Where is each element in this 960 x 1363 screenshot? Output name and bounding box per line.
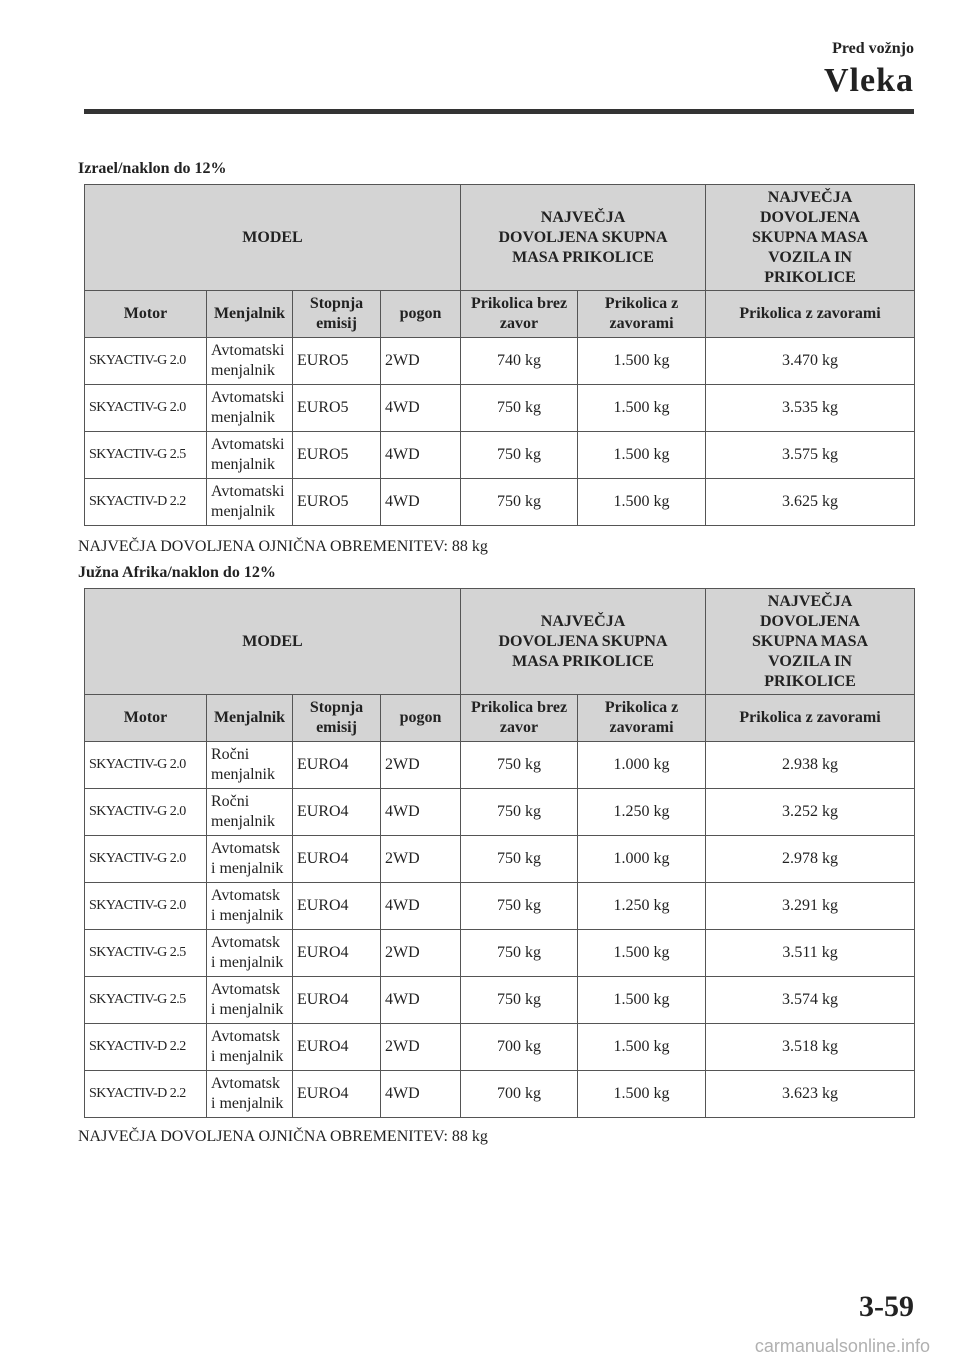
cell-pogon: 2WD [381,338,461,385]
header-rule [84,109,914,114]
cell-emisij: EURO4 [293,977,381,1024]
cell-total-mass: 3.252 kg [706,789,915,836]
header-pogon: pogon [381,291,461,338]
header-menjalnik: Menjalnik [207,291,293,338]
header-pogon: pogon [381,695,461,742]
page-title: Vleka [824,62,914,99]
cell-brez-zavor: 750 kg [461,883,578,930]
cell-brez-zavor: 750 kg [461,789,578,836]
cell-z-zavorami: 1.250 kg [578,789,706,836]
header-z-zavorami: Prikolica z zavorami [578,291,706,338]
cell-emisij: EURO4 [293,836,381,883]
cell-total-mass: 3.535 kg [706,385,915,432]
south-africa-towing-table [84,588,915,1118]
header-z-zavorami-total: Prikolica z zavorami [706,695,915,742]
page-number: 3-59 [859,1290,914,1323]
cell-motor: SKYACTIV-G 2.5 [85,432,207,479]
table-row [85,432,915,479]
table-row [85,789,915,836]
cell-menjalnik: Avtomatsk i menjalnik [207,883,293,930]
cell-motor: SKYACTIV-D 2.2 [85,1071,207,1118]
cell-total-mass: 3.623 kg [706,1071,915,1118]
cell-brez-zavor: 750 kg [461,742,578,789]
table-row [85,1024,915,1071]
table-row [85,338,915,385]
cell-total-mass: 3.291 kg [706,883,915,930]
cell-motor: SKYACTIV-G 2.0 [85,789,207,836]
cell-z-zavorami: 1.500 kg [578,977,706,1024]
cell-motor: SKYACTIV-G 2.0 [85,338,207,385]
watermark: carmanualsonline.info [754,1336,930,1356]
header-trailer-mass: NAJVEČJA DOVOLJENA SKUPNA MASA PRIKOLICE [461,589,706,695]
cell-motor: SKYACTIV-G 2.0 [85,742,207,789]
cell-motor: SKYACTIV-D 2.2 [85,479,207,526]
cell-emisij: EURO5 [293,432,381,479]
header-emisij: Stopnja emisij [293,695,381,742]
table-2-note: NAJVEČJA DOVOLJENA OJNIČNA OBREMENITEV: 88 kg [78,1128,488,1145]
cell-emisij: EURO4 [293,930,381,977]
cell-menjalnik: Avtomatski menjalnik [207,432,293,479]
cell-total-mass: 2.978 kg [706,836,915,883]
header-emisij: Stopnja emisij [293,291,381,338]
cell-brez-zavor: 750 kg [461,930,578,977]
cell-pogon: 2WD [381,1024,461,1071]
cell-motor: SKYACTIV-D 2.2 [85,1024,207,1071]
cell-motor: SKYACTIV-G 2.5 [85,930,207,977]
cell-emisij: EURO4 [293,883,381,930]
cell-motor: SKYACTIV-G 2.0 [85,836,207,883]
table-row [85,385,915,432]
cell-pogon: 4WD [381,385,461,432]
cell-menjalnik: Avtomatsk i menjalnik [207,1071,293,1118]
header-z-zavorami-total: Prikolica z zavorami [706,291,915,338]
cell-z-zavorami: 1.500 kg [578,432,706,479]
cell-brez-zavor: 750 kg [461,836,578,883]
table-row [85,1071,915,1118]
header-trailer-mass: NAJVEČJA DOVOLJENA SKUPNA MASA PRIKOLICE [461,185,706,291]
cell-emisij: EURO4 [293,1071,381,1118]
table-row [85,836,915,883]
cell-brez-zavor: 750 kg [461,977,578,1024]
cell-emisij: EURO4 [293,742,381,789]
header-z-zavorami: Prikolica z zavorami [578,695,706,742]
header-model: MODEL [85,589,461,695]
cell-pogon: 2WD [381,930,461,977]
table-2-title: Južna Afrika/naklon do 12% [78,564,276,581]
header-motor: Motor [85,291,207,338]
header-brez-zavor: Prikolica brez zavor [461,695,578,742]
header-motor: Motor [85,695,207,742]
cell-emisij: EURO5 [293,479,381,526]
table-row [85,479,915,526]
cell-menjalnik: Ročni menjalnik [207,742,293,789]
cell-z-zavorami: 1.000 kg [578,836,706,883]
cell-total-mass: 3.625 kg [706,479,915,526]
table-row [85,977,915,1024]
cell-pogon: 4WD [381,1071,461,1118]
cell-motor: SKYACTIV-G 2.5 [85,977,207,1024]
cell-menjalnik: Avtomatsk i menjalnik [207,977,293,1024]
table-row [85,930,915,977]
header-vehicle-trailer-mass: NAJVEČJA DOVOLJENA SKUPNA MASA VOZILA IN PRIKOLICE [706,185,915,291]
cell-total-mass: 2.938 kg [706,742,915,789]
cell-pogon: 2WD [381,742,461,789]
cell-brez-zavor: 750 kg [461,432,578,479]
cell-brez-zavor: 700 kg [461,1024,578,1071]
header-menjalnik: Menjalnik [207,695,293,742]
cell-pogon: 4WD [381,977,461,1024]
cell-total-mass: 3.575 kg [706,432,915,479]
cell-z-zavorami: 1.250 kg [578,883,706,930]
cell-brez-zavor: 750 kg [461,479,578,526]
cell-total-mass: 3.574 kg [706,977,915,1024]
cell-z-zavorami: 1.000 kg [578,742,706,789]
table-1-note: NAJVEČJA DOVOLJENA OJNIČNA OBREMENITEV: 88 kg [78,538,488,555]
header-model: MODEL [85,185,461,291]
cell-emisij: EURO4 [293,789,381,836]
cell-motor: SKYACTIV-G 2.0 [85,883,207,930]
cell-menjalnik: Avtomatski menjalnik [207,479,293,526]
cell-menjalnik: Avtomatsk i menjalnik [207,836,293,883]
cell-pogon: 4WD [381,883,461,930]
cell-brez-zavor: 700 kg [461,1071,578,1118]
table-1-title: Izrael/naklon do 12% [78,160,227,177]
cell-brez-zavor: 750 kg [461,385,578,432]
table-row [85,883,915,930]
section-name: Pred vožnjo [832,40,914,57]
cell-z-zavorami: 1.500 kg [578,930,706,977]
cell-total-mass: 3.470 kg [706,338,915,385]
cell-z-zavorami: 1.500 kg [578,1024,706,1071]
cell-pogon: 4WD [381,789,461,836]
header-brez-zavor: Prikolica brez zavor [461,291,578,338]
cell-pogon: 4WD [381,432,461,479]
cell-menjalnik: Avtomatsk i menjalnik [207,1024,293,1071]
cell-brez-zavor: 740 kg [461,338,578,385]
cell-pogon: 4WD [381,479,461,526]
cell-z-zavorami: 1.500 kg [578,385,706,432]
cell-total-mass: 3.511 kg [706,930,915,977]
cell-menjalnik: Avtomatski menjalnik [207,338,293,385]
table-row [85,742,915,789]
cell-menjalnik: Avtomatski menjalnik [207,385,293,432]
israel-towing-table [84,184,915,526]
cell-motor: SKYACTIV-G 2.0 [85,385,207,432]
cell-menjalnik: Avtomatsk i menjalnik [207,930,293,977]
cell-emisij: EURO5 [293,338,381,385]
cell-z-zavorami: 1.500 kg [578,479,706,526]
cell-total-mass: 3.518 kg [706,1024,915,1071]
cell-emisij: EURO4 [293,1024,381,1071]
cell-z-zavorami: 1.500 kg [578,338,706,385]
cell-emisij: EURO5 [293,385,381,432]
cell-pogon: 2WD [381,836,461,883]
cell-z-zavorami: 1.500 kg [578,1071,706,1118]
header-vehicle-trailer-mass: NAJVEČJA DOVOLJENA SKUPNA MASA VOZILA IN PRIKOLICE [706,589,915,695]
cell-menjalnik: Ročni menjalnik [207,789,293,836]
